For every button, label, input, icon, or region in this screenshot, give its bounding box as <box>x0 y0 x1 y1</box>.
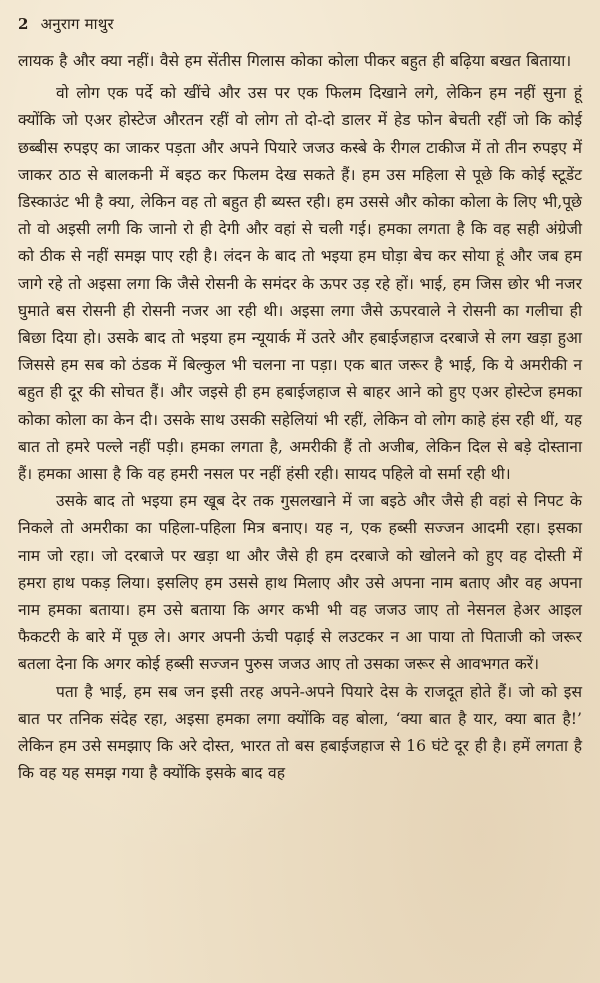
paragraph-1: लायक है और क्या नहीं। वैसे हम सेंतीस गिलास कोका कोला पीकर बहुत ही बढ़िया बखत बिताया। <box>18 52 572 70</box>
running-header <box>18 14 582 34</box>
page-number: 2 <box>18 15 29 33</box>
book-title: अनुराग माथुर <box>40 15 114 33</box>
paragraph-4: पता है भाई, हम सब जन इसी तरह अपने-अपने पियारे देस के राजदूत होते हैं। जो को इस बात पर तनिक संदेह रहा, अइसा हमका लगा क्योंकि वह बोला, ‘क्या बात है यार, क्या बात है!’ लेकिन हम उसे समझाए कि अरे दोस्त, भारत तो बस हबाईजहाज से 16 घंटे दूर ही है। हमें लगता है कि वह यह समझ गया है क्योंकि इसके बाद वह <box>18 682 582 783</box>
paragraph-2: वो लोग एक पर्दे को खींचे और उस पर एक फिलम दिखाने लगे, लेकिन हम नहीं सुना हूं क्योंकि जो एअर होस्टेज औरतन रहीं वो लोग तो दो-दो डालर में हेड फोन बेचती रहीं जो कि कोई छब्बीस रुपइए का जाकर पड़ता और अपने पियारे जजउ कस्बे के रीगल टाकीज में तो तीन रुपइए में जाकर ठाठ से बालकनी में बइठ कर फिलम देख सकते हैं। हम उस महिला से पूछे कि कोई स्टूडेंट डिस्काउंट भी है क्या, लेकिन वह तो बहुत ही ब्यस्त रही। हम उससे और कोका कोला के लिए भी,पूछे तो वो अइसी लगी कि जानो रो ही देगी और वहां से चली गई। हमका लगता है कि वह सही अंग्रेजी को ठीक से नहीं समझ पाए रही है। लंदन के बाद तो भइया हम घोड़ा बेच कर सोया हूं और जब हम जागे रहे तो अइसा लगा कि जैसे रोसनी के समंदर के ऊपर उड़ रहे हों। भाई, हम जिस छोर भी नजर घुमाते बस रोसनी ही रोसनी नजर आ रही थी। अइसा लगा जैसे ऊपरवाले ने रोसनी का गलीचा ही बिछा दिया हो। उसके बाद तो भइया हम न्यूयार्क में उतरे और हबाईजहाज दरबाजे से लग खड़ा हुआ जिससे हम सब को ठंडक में बिल्कुल भी चलना ना पड़ा। एक बात जरूर है भाई, कि ये अमरीकी न बहुत ही दूर की सोचत हैं। और जइसे ही हम हबाईजहाज से बाहर आने को हुए एअर होस्टेज हमका कोका कोला का केन दी। उसके साथ उसकी सहेलियां भी रहीं, लेकिन वो लोग काहे हंस रही थीं, यह बात तो हमरे पल्ले नहीं पड़ी। हमका लगता है, अमरीकी हैं तो अजीब, लेकिन दिल से बड़े दोस्ताना हैं। हमका आसा है कि वह हमरी नसल पर नहीं हंसी रही। सायद पहिले वो सर्मा रही थी। <box>18 84 582 484</box>
paragraph-3: उसके बाद तो भइया हम खूब देर तक गुसलखाने में जा बइठे और जैसे ही वहां से निपट के निकले तो अमरीका का पहिला-पहिला मित्र बनाए। यह न, एक हब्सी सज्जन आदमी रहा। इसका नाम जो रहा। जो दरबाजे पर खड़ा था और जैसे ही हम दरबाजे को खोलने को हुए वह दोस्ती में हमरा हाथ पकड़ लिया। इसलिए हम उससे हाथ मिलाए और उसे अपना नाम बताए और वह अपना नाम हमका बताया। हम उसे बताया कि अगर कभी भी वह जजउ जाए तो नेसनल हेअर आइल फैकटरी के बारे में पूछ ले। अगर अपनी ऊंची पढ़ाई से लउटकर न आ पाया तो पिताजी को जरूर बतला देना कि अगर कोई हब्सी सज्जन पुरुस जजउ आए तो उसका जरूर से आवभगत करें। <box>18 492 582 674</box>
